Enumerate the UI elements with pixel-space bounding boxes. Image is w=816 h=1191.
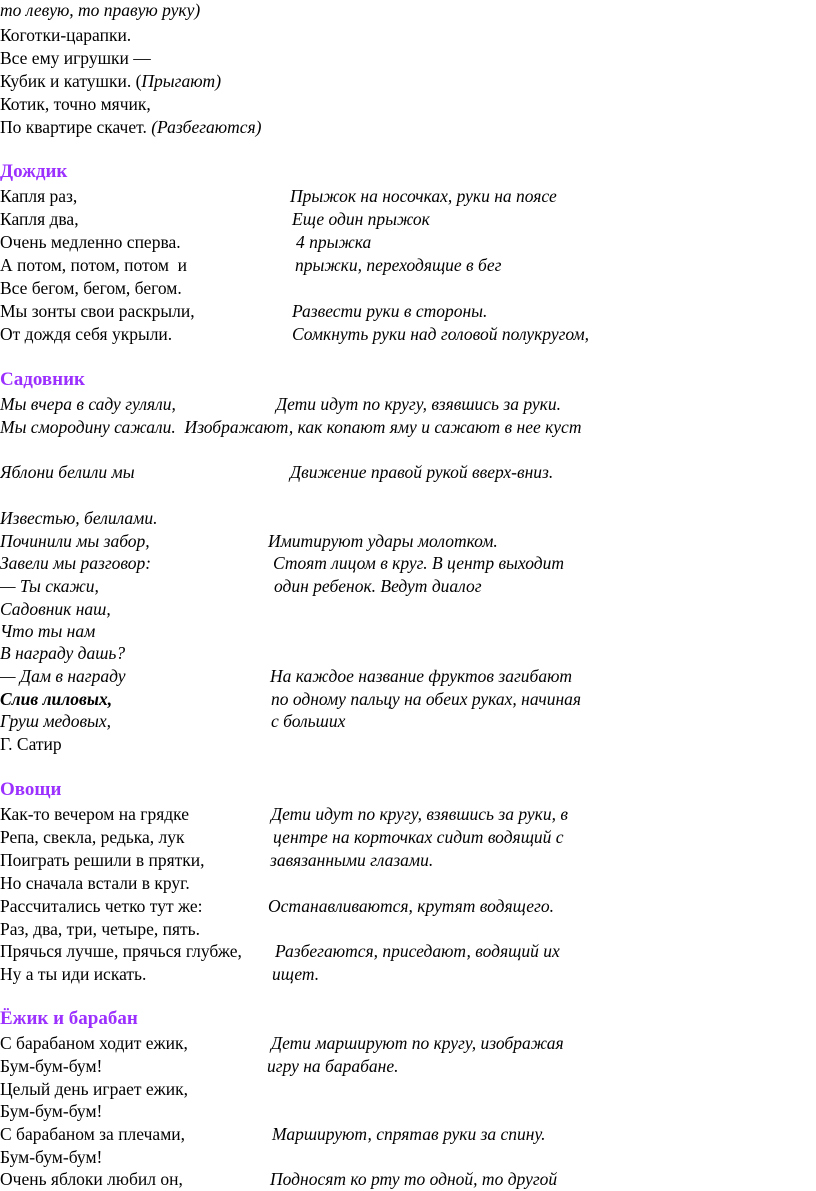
- intro-line: Все ему игрушки —: [0, 48, 151, 68]
- intro-line: Коготки-царапки.: [0, 25, 132, 45]
- section-heading-sadovnik: Садовник: [0, 369, 85, 390]
- verse-line: А потом, потом, потом и: [0, 255, 188, 275]
- action-line: один ребенок. Ведут диалог: [274, 576, 482, 596]
- verse-line: Мы вчера в саду гуляли,: [0, 394, 176, 414]
- verse-line: Слив лиловых,: [0, 689, 113, 709]
- verse-line: Как-то вечером на грядке: [0, 804, 189, 824]
- action-line: Останавливаются, крутят водящего.: [268, 896, 554, 916]
- action-line: Дети идут по кругу, взявшись за руки, в: [271, 804, 568, 824]
- verse-line: С барабаном ходит ежик,: [0, 1033, 188, 1053]
- verse-line: Бум-бум-бум!: [0, 1147, 103, 1167]
- verse-line: Рассчитались четко тут же:: [0, 896, 203, 916]
- action-line: Подносят ко рту то одной, то другой: [270, 1169, 558, 1189]
- section-heading-ezhik: Ёжик и барабан: [0, 1008, 138, 1029]
- verse-line: Что ты нам: [0, 621, 96, 641]
- verse-line: Целый день играет ежик,: [0, 1079, 188, 1099]
- action-line: Развести руки в стороны.: [292, 301, 488, 321]
- verse-line: Мы смородину сажали. Изображают, как копают яму и сажают в нее куст: [0, 417, 582, 437]
- verse-line: Бум-бум-бум!: [0, 1101, 103, 1121]
- verse-line: — Ты скажи,: [0, 576, 99, 596]
- verse-line: Ну а ты иди искать.: [0, 964, 147, 984]
- verse-line: Прячься лучше, прячься глубже,: [0, 941, 242, 961]
- verse-line: Мы зонты свои раскрыли,: [0, 301, 195, 321]
- verse-line: Капля два,: [0, 209, 79, 229]
- action-line: Движение правой рукой вверх-вниз.: [290, 462, 554, 482]
- verse-line: С барабаном за плечами,: [0, 1124, 186, 1144]
- action-line: Имитируют удары молотком.: [268, 531, 498, 551]
- intro-line: Котик, точно мячик,: [0, 94, 151, 114]
- verse-line: Завели мы разговор:: [0, 553, 152, 573]
- action-line: игру на барабане.: [267, 1056, 399, 1076]
- verse-line: — Дам в награду: [0, 666, 126, 686]
- intro-line: Кубик и катушки. (Прыгают): [0, 71, 222, 91]
- verse-line: Но сначала встали в круг.: [0, 873, 190, 893]
- verse-line: Поиграть решили в прятки,: [0, 850, 205, 870]
- verse-line: Известью, белилами.: [0, 508, 158, 528]
- action-line: прыжки, переходящие в бег: [295, 255, 502, 275]
- verse-line: Бум-бум-бум!: [0, 1056, 103, 1076]
- action-line: Маршируют, спрятав руки за спину.: [272, 1124, 546, 1144]
- intro-line: По квартире скачет. (Разбегаются): [0, 117, 262, 137]
- action-line: с больших: [271, 711, 346, 731]
- author-line: Г. Сатир: [0, 734, 62, 754]
- action-line: ищет.: [272, 964, 320, 984]
- verse-line: От дождя себя укрыли.: [0, 324, 173, 344]
- action-line: Разбегаются, приседают, водящий их: [275, 941, 560, 961]
- verse-line: Раз, два, три, четыре, пять.: [0, 919, 201, 939]
- action-line: по одному пальцу на обеих руках, начиная: [271, 689, 582, 709]
- verse-line: Очень яблоки любил он,: [0, 1169, 183, 1189]
- verse-line: Репа, свекла, редька, лук: [0, 827, 185, 847]
- action-line: Дети маршируют по кругу, изображая: [271, 1033, 564, 1053]
- action-line: Сомкнуть руки над головой полукругом,: [292, 324, 590, 344]
- verse-line: Очень медленно сперва.: [0, 232, 181, 252]
- verse-line: Яблони белили мы: [0, 462, 135, 482]
- intro-line: то левую, то правую руку): [0, 0, 201, 20]
- verse-line: Все бегом, бегом, бегом.: [0, 278, 182, 298]
- action-line: Прыжок на носочках, руки на поясе: [290, 186, 557, 206]
- verse-line: В награду дашь?: [0, 643, 126, 663]
- verse-line: Груш медовых,: [0, 711, 112, 731]
- section-heading-dozhdik: Дождик: [0, 161, 68, 182]
- action-line: 4 прыжка: [296, 232, 372, 252]
- action-line: Дети идут по кругу, взявшись за руки.: [276, 394, 561, 414]
- verse-line: Садовник наш,: [0, 599, 111, 619]
- action-line: Стоят лицом в круг. В центр выходит: [273, 553, 564, 573]
- section-heading-ovoshchi: Овощи: [0, 779, 62, 800]
- action-line: центре на корточках сидит водящий с: [273, 827, 564, 847]
- action-line: На каждое название фруктов загибают: [270, 666, 573, 686]
- action-line: завязанными глазами.: [270, 850, 434, 870]
- verse-line: Капля раз,: [0, 186, 78, 206]
- action-line: Еще один прыжок: [292, 209, 430, 229]
- verse-line: Починили мы забор,: [0, 531, 150, 551]
